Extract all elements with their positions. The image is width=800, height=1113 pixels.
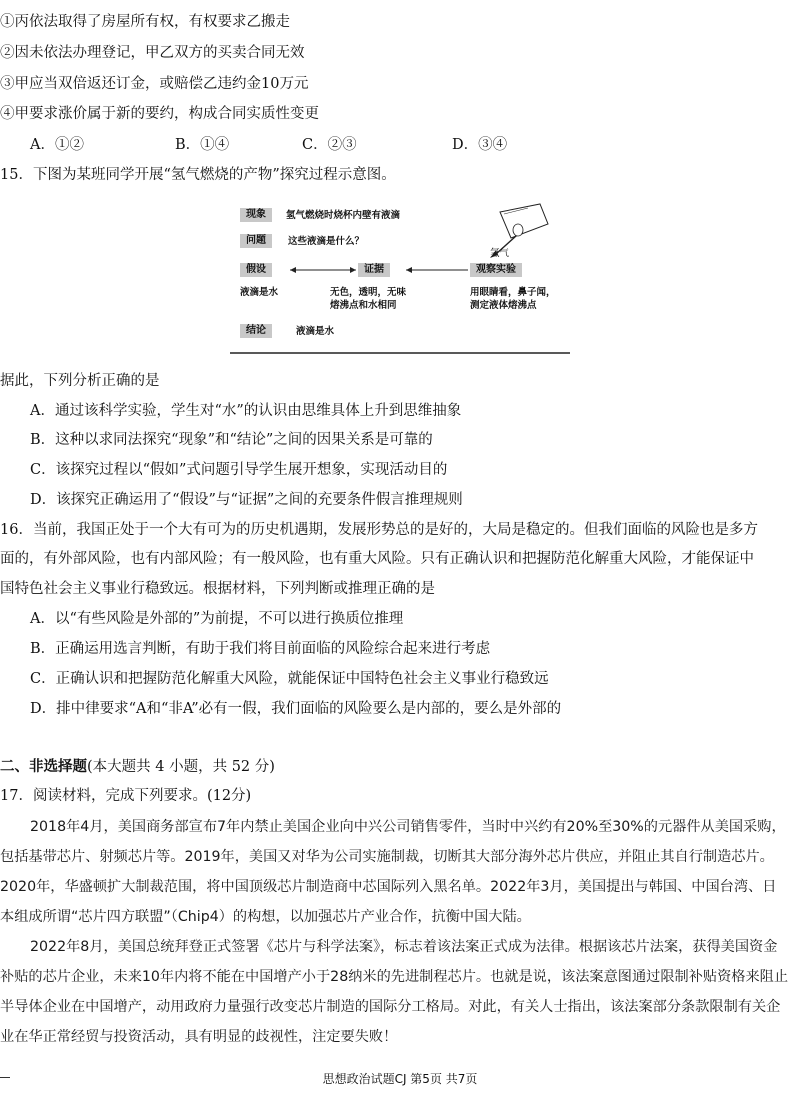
q16-stem-line-1: 16．当前，我国正处于一个大有可为的历史机遇期，发展形势总的是好的，大局是稳定的。但我们面临的风险也是多方 — [0, 522, 758, 538]
arrow-head-right — [350, 267, 356, 273]
question-text: 这些液滴是什么？ — [288, 236, 365, 247]
hypothesis-text: 液滴是水 — [240, 287, 279, 298]
conclusion-text: 液滴是水 — [296, 326, 335, 337]
statement-2: ②因未依法办理登记，甲乙双方的买卖合同无效 — [0, 45, 305, 61]
observe-text-2: 测定液体熔沸点 — [470, 300, 537, 311]
question-tag: 问题 — [240, 234, 272, 248]
q17-paragraph-1: 2018年4月，美国商务部宣布7年内禁止美国企业向中兴公司销售零件，当时中兴约有20%至30%的元器件从美国采购，包括基带芯片、射频芯片等。2019年，美国又对华为公司实施制裁，切断其大部分海外芯片供应，并阻止其自行制造芯片。2020年，华盛顿扩大制裁范围，将中国顶级芯片制造商中芯国际列入黑名单。2022年3月，美国提出与韩国、中国台湾、日本组成所谓“芯片四方联盟”（Chip4）的构想，以加强芯片产业合作，抗衡中国大陆。 — [0, 819, 786, 925]
q14-option-c[interactable]: C．②③ — [302, 137, 357, 153]
observe-text-1: 用眼睛看，鼻子闻， — [470, 287, 556, 298]
arrow-head-left-2 — [406, 267, 412, 273]
q14-option-d[interactable]: D．③④ — [452, 137, 508, 153]
inquiry-diagram — [228, 200, 573, 358]
evidence-text-1: 无色，透明，无味 — [330, 287, 407, 298]
q16-stem-line-2: 面的，有外部风险，也有内部风险；有一般风险，也有重大风险。只有正确认识和把握防范化解重大风险，才能保证中 — [0, 551, 754, 567]
q16-option-b[interactable]: B．正确运用选言判断，有助于我们将目前面临的风险综合起来进行考虑 — [30, 641, 491, 657]
section-title: 二、非选择题 — [0, 758, 87, 775]
evidence-tag: 证据 — [358, 263, 390, 277]
q15-lead: 据此，下列分析正确的是 — [0, 373, 160, 389]
q15-stem: 15．下图为某班同学开展“氢气燃烧的产物”探究过程示意图。 — [0, 167, 396, 183]
q15-option-a[interactable]: A．通过该科学实验，学生对“水”的认识由思维具体上升到思维抽象 — [30, 403, 462, 419]
q14-option-a[interactable]: A．①② — [30, 137, 84, 153]
q16-option-d[interactable]: D．排中律要求“A和“非A”必有一假，我们面临的风险要么是内部的，要么是外部的 — [30, 701, 562, 717]
arrow-head-left — [290, 267, 296, 273]
q17-stem: 17．阅读材料，完成下列要求。(12分) — [0, 788, 252, 804]
phenomenon-text: 氢气燃烧时烧杯内壁有液滴 — [286, 210, 401, 221]
statement-4: ④甲要求涨价属于新的要约，构成合同实质性变更 — [0, 106, 319, 122]
page-footer: 思想政治试题CJ 第5页 共7页 — [322, 1072, 478, 1086]
diagram-graphics — [228, 200, 573, 358]
evidence-text-2: 熔沸点和水相同 — [330, 300, 397, 311]
section-heading — [0, 757, 275, 777]
q15-option-b[interactable]: B．这种以求同法探究“现象”和“结论”之间的因果关系是可靠的 — [30, 432, 433, 448]
conclusion-tag: 结论 — [240, 324, 272, 338]
statement-3: ③甲应当双倍返还订金，或赔偿乙违约金10万元 — [0, 76, 309, 92]
observe-tag: 观察实验 — [470, 263, 522, 277]
q14-option-b[interactable]: B．①④ — [175, 137, 230, 153]
statement-1: ①丙依法取得了房屋所有权，有权要求乙搬走 — [0, 14, 290, 30]
q16-option-a[interactable]: A．以“有些风险是外部的”为前提，不可以进行换质位推理 — [30, 611, 404, 627]
phenomenon-tag: 现象 — [240, 208, 272, 222]
q15-option-c[interactable]: C．该探究过程以“假如”式问题引导学生展开想象，实现活动目的 — [30, 462, 448, 478]
hypothesis-tag: 假设 — [240, 263, 272, 277]
q16-stem-line-3: 国特色社会主义事业行稳致远。根据材料，下列判断或推理正确的是 — [0, 581, 435, 597]
q17-paragraph-2: 2022年8月，美国总统拜登正式签署《芯片与科学法案》，标志着该法案正式成为法律。根据该芯片法案，获得美国资金补贴的芯片企业，未来10年内将不能在中国增产小于28纳米的先进制程芯片。也就是说，该法案意图通过限制补贴资格来阻止半导体企业在中国增产，动用政府力量强行改变芯片制造的国际分工格局。对此，有关人士指出，该法案部分条款限制有关企业在华正常经贸与投资活动，具有明显的歧视性，注定要失败！ — [0, 939, 789, 1045]
q15-option-d[interactable]: D．该探究正确运用了“假设”与“证据”之间的充要条件假言推理规则 — [30, 492, 463, 508]
q16-option-c[interactable]: C．正确认识和把握防范化解重大风险，就能保证中国特色社会主义事业行稳致远 — [30, 671, 549, 687]
hydrogen-label: 氢气 — [490, 248, 510, 259]
section-note: (本大题共 4 小题，共 52 分) — [87, 759, 275, 775]
